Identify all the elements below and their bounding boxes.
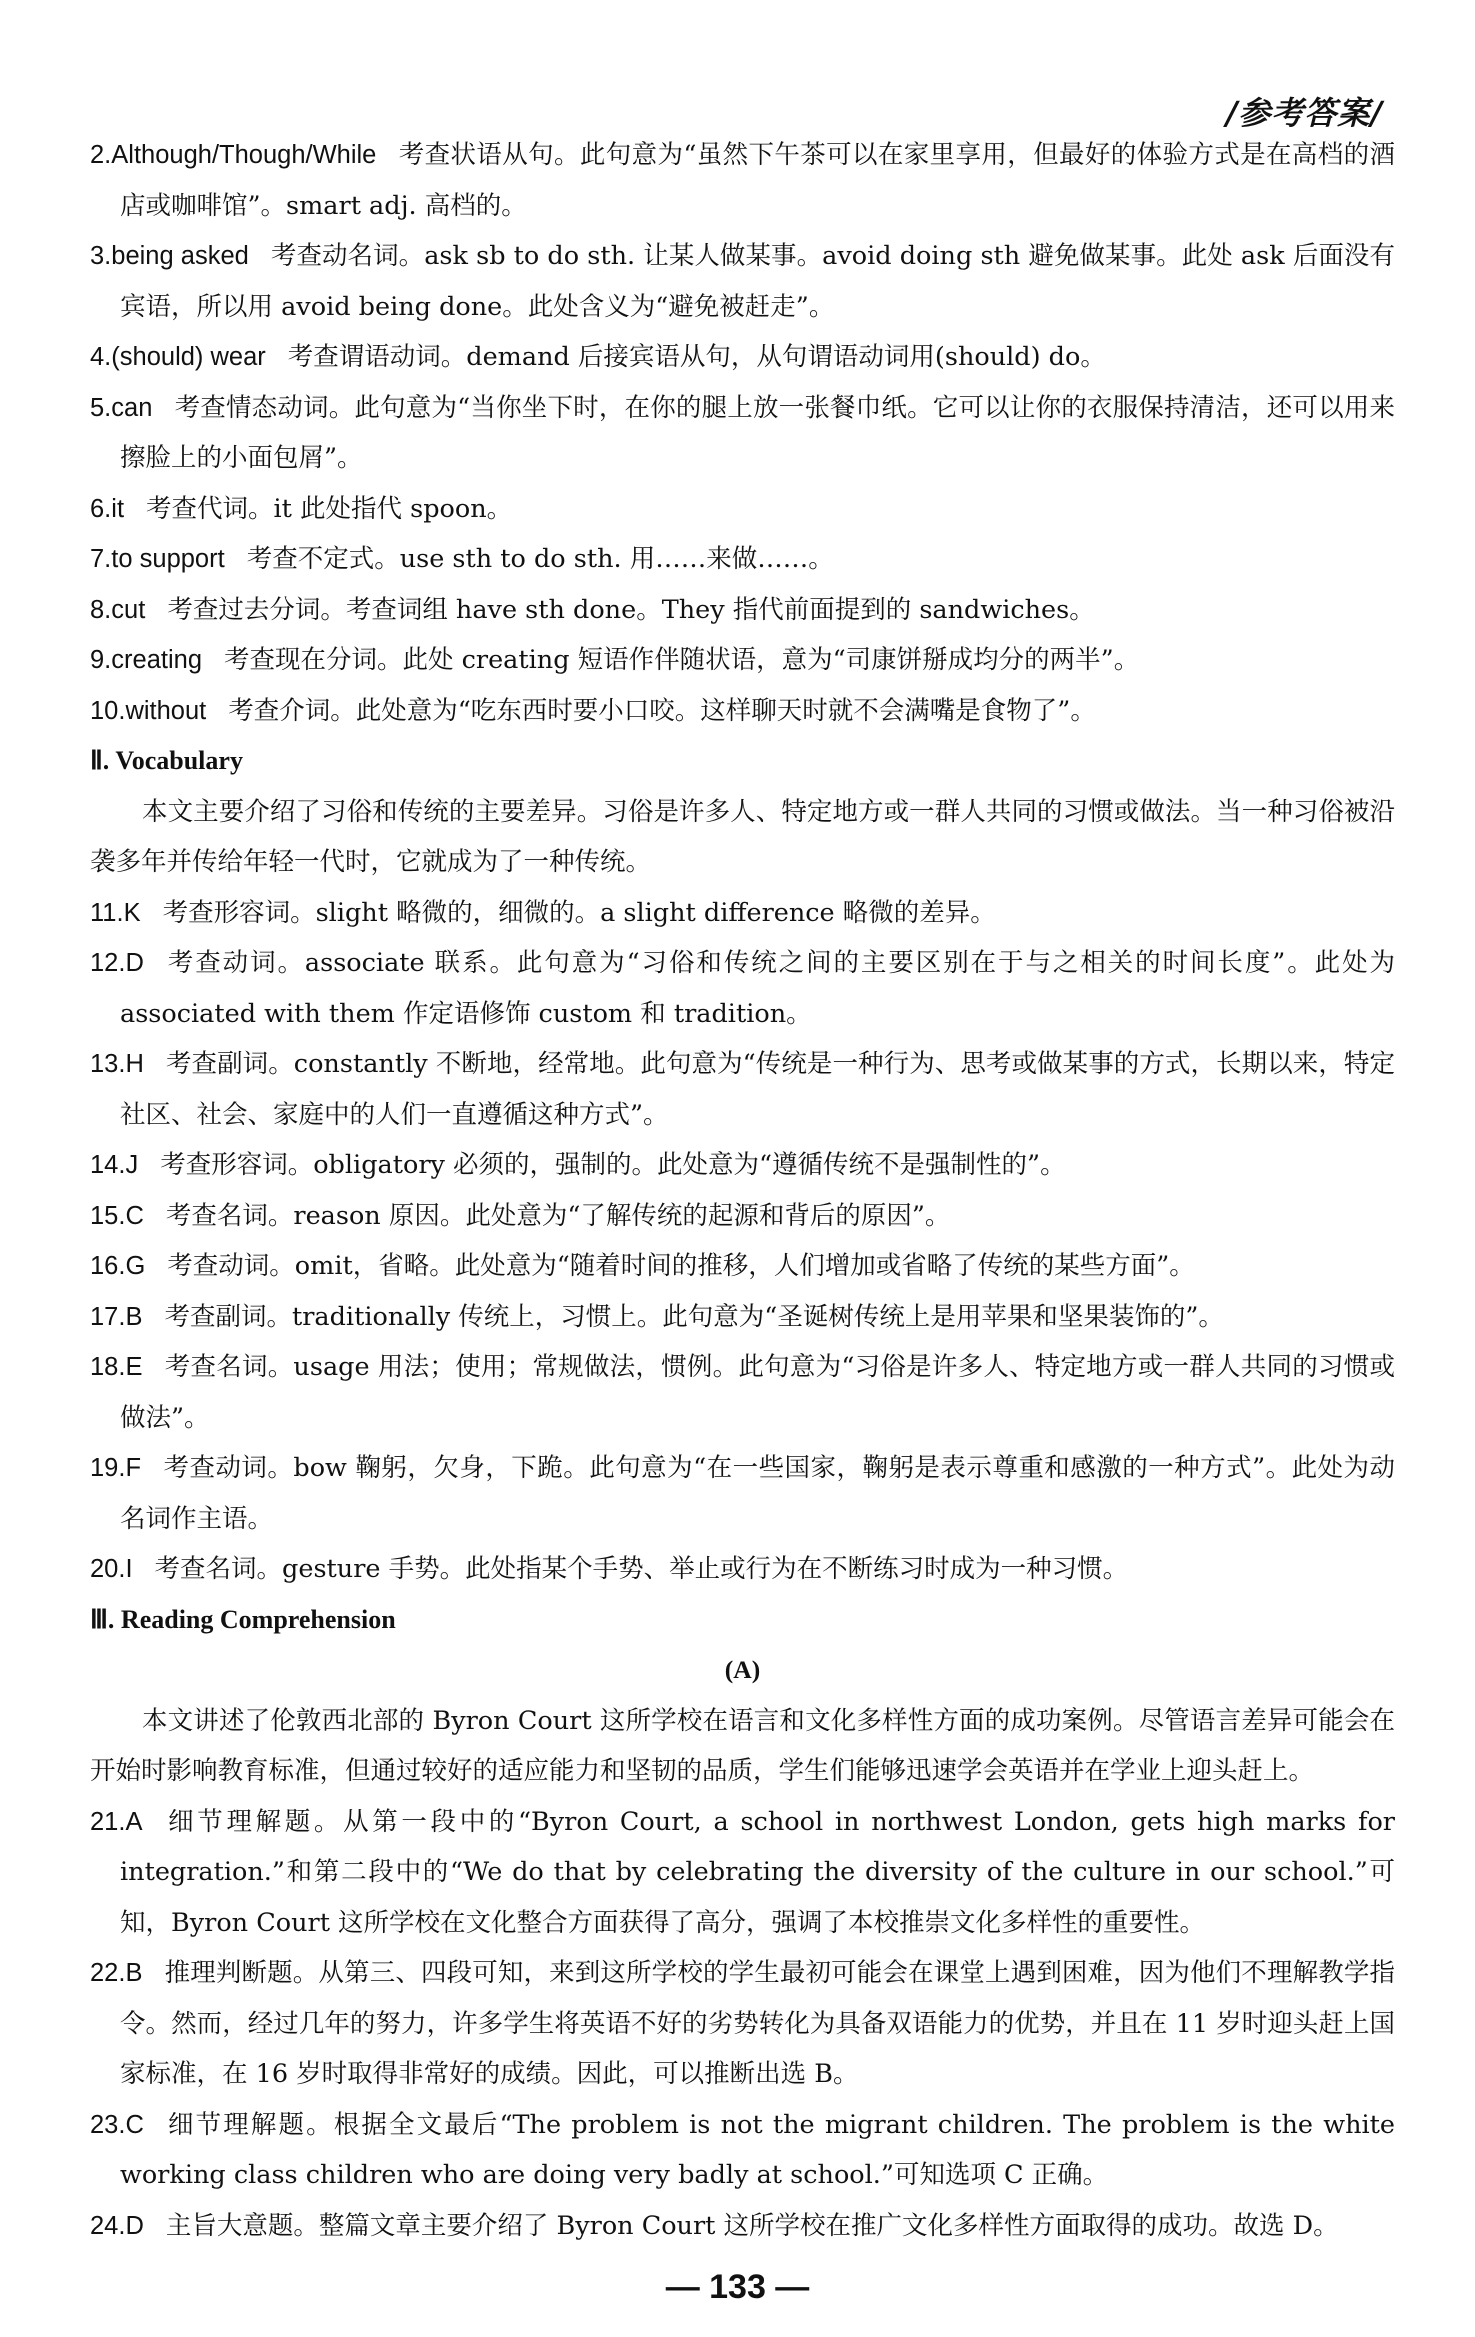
section-title-vocabulary: Ⅱ. Vocabulary <box>90 746 243 775</box>
answer-item: 19.F 考查动词。bow 鞠躬，欠身，下跪。此句意为“在一些国家，鞠躬是表示尊重和感激的一种方式”。此处为动名词作主语。 <box>90 1453 1395 1534</box>
answer-item: 18.E 考查名词。usage 用法；使用；常规做法，惯例。此句意为“习俗是许多人、特定地方或一群人共同的习惯或做法”。 <box>90 1352 1395 1433</box>
items-group-2 <box>90 888 1395 1595</box>
section-summary: 本文主要介绍了习俗和传统的主要差异。习俗是许多人、特定地方或一群人共同的习惯或做法。当一种习俗被沿袭多年并传给年轻一代时，它就成为了一种传统。 <box>90 796 1395 877</box>
answer-item: 15.C 考查名词。reason 原因。此处意为“了解传统的起源和背后的原因”。 <box>90 1200 951 1231</box>
answer-item: 21.A 细节理解题。从第一段中的“Byron Court, a school in northwest London, gets high marks for integration.”和第二段中的“We do that by celebrating the diversity of the culture in our school.”可知，Byron Court 这所学校在文化整合方面获得了高分，强调了本校推崇文化多样性的重要性。 <box>90 1806 1395 1938</box>
page-number: — 133 — <box>665 2268 810 2306</box>
answer-item: 17.B 考查副词。traditionally 传统上，习惯上。此句意为“圣诞树传统上是用苹果和坚果装饰的”。 <box>90 1301 1224 1332</box>
answer-item: 7.to support 考查不定式。use sth to do sth. 用……来做……。 <box>90 544 834 574</box>
items-group-3 <box>90 1797 1395 2252</box>
page-content <box>90 130 1395 2251</box>
answer-item: 23.C 细节理解题。根据全文最后“The problem is not the migrant children. The problem is the white working class children who are doing very badly at school.”可知选项 C 正确。 <box>90 2109 1395 2190</box>
answer-item: 22.B 推理判断题。从第三、四段可知，来到这所学校的学生最初可能会在课堂上遇到困难，因为他们不理解教学指令。然而，经过几年的努力，许多学生将英语不好的劣势转化为具备双语能力的优势，并且在 11 岁时迎头赶上国家标准，在 16 岁时取得非常好的成绩。因此，可以推断出选 B。 <box>90 1958 1395 2089</box>
answer-item: 10.without 考查介词。此处意为“吃东西时要小口咬。这样聊天时就不会满嘴是食物了”。 <box>90 695 1096 726</box>
answer-item: 13.H 考查副词。constantly 不断地，经常地。此句意为“传统是一种行为、思考或做某事的方式，长期以来，特定社区、社会、家庭中的人们一直遵循这种方式”。 <box>90 1049 1395 1130</box>
answer-item: 5.can 考查情态动词。此句意为“当你坐下时，在你的腿上放一张餐巾纸。它可以让你的衣服保持清洁，还可以用来擦脸上的小面包屑”。 <box>90 392 1395 473</box>
passage-summary: 本文讲述了伦敦西北部的 Byron Court 这所学校在语言和文化多样性方面的成功案例。尽管语言差异可能会在开始时影响教育标准，但通过较好的适应能力和坚韧的品质，学生们能够迅速学会英语并在学业上迎头赶上。 <box>90 1705 1395 1786</box>
answer-item: 16.G 考查动词。omit，省略。此处意为“随着时间的推移，人们增加或省略了传统的某些方面”。 <box>90 1251 1195 1281</box>
answer-item: 11.K 考查形容词。slight 略微的，细微的。a slight difference 略微的差异。 <box>90 897 996 928</box>
items-group-1 <box>90 130 1395 736</box>
answer-item: 9.creating 考查现在分词。此处 creating 短语作伴随状语，意为“司康饼掰成均分的两半”。 <box>90 645 1140 675</box>
page-header: /参考答案/ <box>1225 94 1383 132</box>
answer-item: 6.it 考查代词。it 此处指代 spoon。 <box>90 493 513 524</box>
answer-item: 2.Although/Though/While 考查状语从句。此句意为“虽然下午茶可以在家里享用，但最好的体验方式是在高档的酒店或咖啡馆”。smart adj. 高档的。 <box>90 140 1395 221</box>
section-title-reading: Ⅲ. Reading Comprehension <box>90 1604 396 1634</box>
answer-item: 8.cut 考查过去分词。考查词组 have sth done。They 指代前面提到的 sandwiches。 <box>90 594 1095 625</box>
answer-item: 20.I 考查名词。gesture 手势。此处指某个手势、举止或行为在不断练习时成为一种习惯。 <box>90 1554 1129 1584</box>
passage-label: (A) <box>724 1655 761 1684</box>
answer-item: 12.D 考查动词。associate 联系。此句意为“习俗和传统之间的主要区别在于与之相关的时间长度”。此处为 associated with them 作定语修饰 custom 和 tradition。 <box>90 948 1395 1029</box>
answer-item: 4.(should) wear 考查谓语动词。demand 后接宾语从句，从句谓语动词用(should) do。 <box>90 342 1106 372</box>
answer-item: 3.being asked 考查动名词。ask sb to do sth. 让某人做某事。avoid doing sth 避免做某事。此处 ask 后面没有宾语，所以用 avoid being done。此处含义为“避免被赶走”。 <box>90 241 1395 322</box>
answer-item: 24.D 主旨大意题。整篇文章主要介绍了 Byron Court 这所学校在推广文化多样性方面取得的成功。故选 D。 <box>90 2210 1339 2241</box>
answer-item: 14.J 考查形容词。obligatory 必须的，强制的。此处意为“遵循传统不是强制性的”。 <box>90 1150 1066 1180</box>
